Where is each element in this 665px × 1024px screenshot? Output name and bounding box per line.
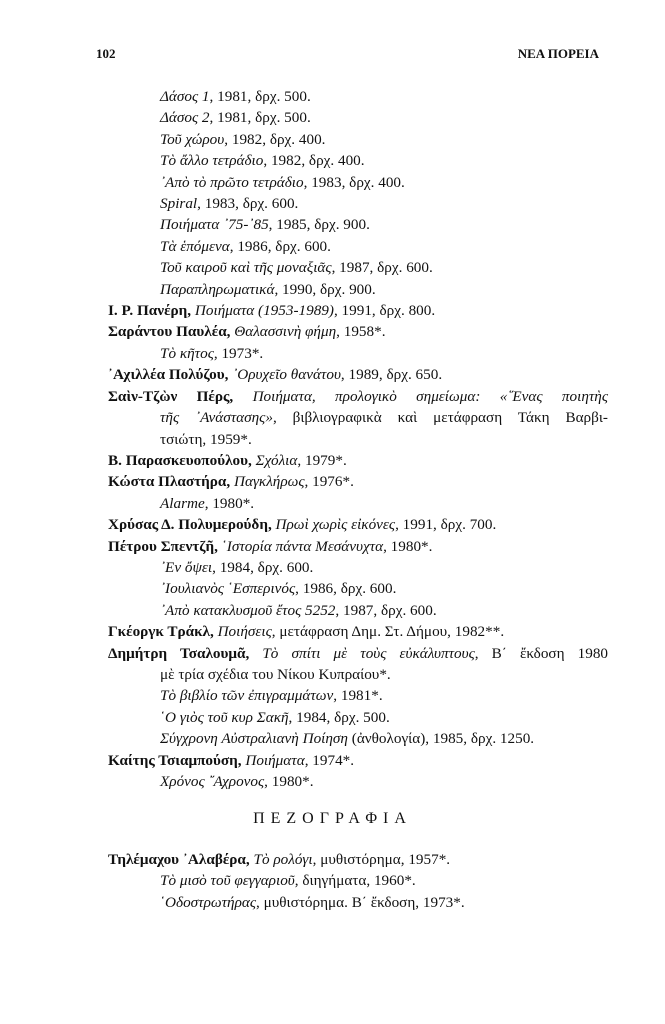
entry-line <box>108 107 608 128</box>
entry-title: ῾Οδοστρωτήρας <box>160 893 257 911</box>
section-heading-prose: ΠΕΖΟΓΡΑΦΙΑ <box>253 810 412 827</box>
entry-line <box>108 471 608 492</box>
entry-line <box>108 664 608 685</box>
entry-details: , 1984, δρχ. 500. <box>288 708 390 726</box>
entry-author: Σαράντου Παυλέα, <box>108 323 235 341</box>
entry-line <box>108 870 608 891</box>
entry-line <box>108 450 608 471</box>
entry-title: Δάσος 2 <box>160 109 210 127</box>
entry-details: , 1990, δρχ. 900. <box>274 280 376 298</box>
entry-line <box>108 707 608 728</box>
entry-title: ῾Ο γιὸς τοῦ κυρ Σακῆ <box>160 708 289 726</box>
entry-author: Β. Παρασκευοπούλου, <box>108 451 256 469</box>
entry-details: , 1991, δρχ. 800. <box>333 302 436 320</box>
entry-title: Τὸ κῆτος <box>160 344 214 362</box>
entry-title: Τοῦ χώρου <box>160 130 225 148</box>
entry-details: τσιώτη, 1959*. <box>160 430 252 448</box>
entry-title: Ποιήσεις <box>217 623 272 641</box>
entry-line <box>108 279 608 300</box>
entry-author: Γκέοργκ Τράκλ, <box>108 623 218 641</box>
entry-details: , 1979*. <box>297 451 347 469</box>
entry-line <box>108 750 608 771</box>
entry-line <box>108 257 608 278</box>
entry-title: Χρόνος ῎Αχρονος <box>160 773 265 790</box>
entry-line <box>108 86 608 107</box>
entry-title: Τοῦ καιροῦ καὶ τῆς μοναξιᾶς <box>160 259 332 277</box>
entry-details: , 1984, δρχ. 600. <box>212 558 314 576</box>
entry-details: , 1981*. <box>333 687 383 705</box>
entry-title: Ποιήματα <box>245 751 305 769</box>
entry-details: , 1986, δρχ. 600. <box>229 237 331 255</box>
entry-details: , 1987, δρχ. 600. <box>335 601 437 619</box>
entry-author: Τηλέμαχου ᾽Αλαβέρα, <box>108 851 254 868</box>
entry-details: , 1982, δρχ. 400. <box>263 152 365 170</box>
entry-details: , 1974*. <box>304 751 355 769</box>
entry-line <box>108 892 608 913</box>
entry-author: Σαὶν-Τζὼν Πέρς, <box>108 387 253 405</box>
entry-details: , 1973*. <box>213 344 264 362</box>
entry-line <box>108 214 608 235</box>
entry-title: ᾽Ορυχεῖο θανάτου <box>232 366 341 384</box>
entry-line <box>108 557 608 578</box>
entry-title: Τὸ ἄλλο τετράδιο <box>160 152 264 170</box>
entry-title: Alarme <box>160 494 205 512</box>
entry-author: Χρύσας Δ. Πολυμερούδη, <box>108 516 276 534</box>
entry-line <box>108 429 608 450</box>
entry-details: , μυθιστόρημα. Β΄ ἔκδοση, 1973*. <box>256 893 465 911</box>
entry-title: Σχόλια <box>255 451 298 469</box>
entry-title: ᾽Απὸ κατακλυσμοῦ ἔτος 5252 <box>160 601 336 619</box>
poetry-entries <box>108 86 608 792</box>
entry-line <box>108 343 608 364</box>
entry-details: , 1981, δρχ. 500. <box>209 88 311 105</box>
running-title: ΝΕΑ ΠΟΡΕΙΑ <box>517 46 599 61</box>
entry-line <box>108 600 608 621</box>
page-header <box>96 46 599 62</box>
entry-title: Τὸ μισὸ τοῦ φεγγαριοῦ <box>160 872 295 890</box>
entry-line <box>108 578 608 599</box>
entry-details: , 1985, δρχ. 900. <box>268 216 370 234</box>
entry-line <box>108 386 608 407</box>
entry-title: ᾽Ιουλιανὸς ῾Εσπερινός <box>160 580 296 598</box>
entry-details: , μυθιστόρημα, 1957*. <box>312 851 451 868</box>
entry-line <box>108 493 608 514</box>
entry-details: , 1991, δρχ. 700. <box>395 516 497 534</box>
page-number: 102 <box>96 46 116 61</box>
entry-details: (ἀνθολογία), 1985, δρχ. 1250. <box>347 730 535 748</box>
entry-details: μὲ τρία σχέδια του Νίκου Κυπραίου*. <box>160 665 391 683</box>
entry-title: Τὸ ρολόγι <box>253 851 313 868</box>
entry-details: , 1982, δρχ. 400. <box>224 130 326 148</box>
entry-title: Πρωὶ χωρὶς εἰκόνες <box>275 516 396 534</box>
entry-details: , μετάφραση Δημ. Στ. Δήμου, 1982**. <box>271 623 505 641</box>
entry-author: Δημήτρη Τσαλουμᾶ, <box>108 644 263 662</box>
entry-author: Καίτης Τσιαμπούση, <box>108 751 246 769</box>
entry-title: Δάσος 1 <box>160 88 210 105</box>
entry-line <box>108 728 608 749</box>
entry-details: , 1980*. <box>264 773 314 790</box>
entry-line <box>108 407 608 428</box>
entry-title: Τὸ βιβλίο τῶν ἐπιγραμμάτων <box>160 687 334 705</box>
prose-entries <box>108 849 608 913</box>
entry-title: Παραπληρωματικά <box>160 280 275 298</box>
entry-title: ῾Ιστορία πάντα Μεσάνυχτα <box>221 537 384 555</box>
entry-author: Ι. Ρ. Πανέρη, <box>108 302 195 320</box>
entry-details: , Β΄ ἔκδοση 1980 <box>474 644 609 662</box>
entry-line <box>108 621 608 642</box>
entry-line <box>108 685 608 706</box>
entry-title: τῆς ᾽Ανάστασης» <box>160 409 273 427</box>
entry-title: Παγκλήρως <box>234 473 305 491</box>
entry-line <box>108 321 608 342</box>
entry-line <box>108 236 608 257</box>
entry-details: , 1980*. <box>204 494 255 512</box>
entry-line <box>108 643 608 664</box>
entry-title: Ποιήματα (1953-1989) <box>194 302 334 320</box>
entry-details: , βιβλιογραφικὰ καὶ μετάφραση Τάκη Βαρβι- <box>272 409 608 427</box>
entry-line <box>108 536 608 557</box>
entry-line <box>108 364 608 385</box>
entry-line <box>108 129 608 150</box>
entry-title: Σύγχρονη Αὐστραλιανὴ Ποίηση <box>160 730 348 748</box>
entry-details: , 1986, δρχ. 600. <box>295 580 397 598</box>
entry-details: , 1989, δρχ. 650. <box>340 366 443 384</box>
entry-title: Spiral <box>160 195 198 213</box>
entry-details: , διηγήματα, 1960*. <box>294 872 416 890</box>
entry-details: , 1980*. <box>383 537 433 555</box>
entry-line <box>108 771 608 792</box>
entry-details: , 1987, δρχ. 600. <box>331 259 433 277</box>
entry-title: Θαλασσινὴ φήμη <box>234 323 337 341</box>
entry-details: , 1983, δρχ. 400. <box>303 173 405 191</box>
entry-line <box>108 300 608 321</box>
entry-title: Τὰ ἑπόμενα <box>160 237 230 255</box>
entry-details: , 1983, δρχ. 600. <box>197 195 299 213</box>
entry-details: , 1981, δρχ. 500. <box>209 109 311 127</box>
entry-title: Ποιήματα ᾽75-᾽85 <box>160 216 269 234</box>
entry-details: , 1976*. <box>304 473 354 491</box>
entry-title: Ποιήματα, προλογικὸ σημείωμα: «῞Ενας ποιητὴς <box>252 387 608 405</box>
entry-title: ᾽Εν ὄψει <box>160 558 213 576</box>
entry-line <box>108 193 608 214</box>
entry-author: ᾽Αχιλλέα Πολύζου, <box>108 366 233 384</box>
entry-line <box>108 849 608 870</box>
entry-details: , 1958*. <box>336 323 386 341</box>
entry-line <box>108 150 608 171</box>
entry-line <box>108 514 608 535</box>
entry-author: Πέτρου Σπεντζῆ, <box>108 537 222 555</box>
entry-author: Κώστα Πλαστήρα, <box>108 473 234 491</box>
entry-line <box>108 172 608 193</box>
entry-title: ᾽Απὸ τὸ πρῶτο τετράδιο <box>160 173 304 191</box>
entry-title: Τὸ σπίτι μὲ τοὺς εὐκάλυπτους <box>262 644 475 662</box>
